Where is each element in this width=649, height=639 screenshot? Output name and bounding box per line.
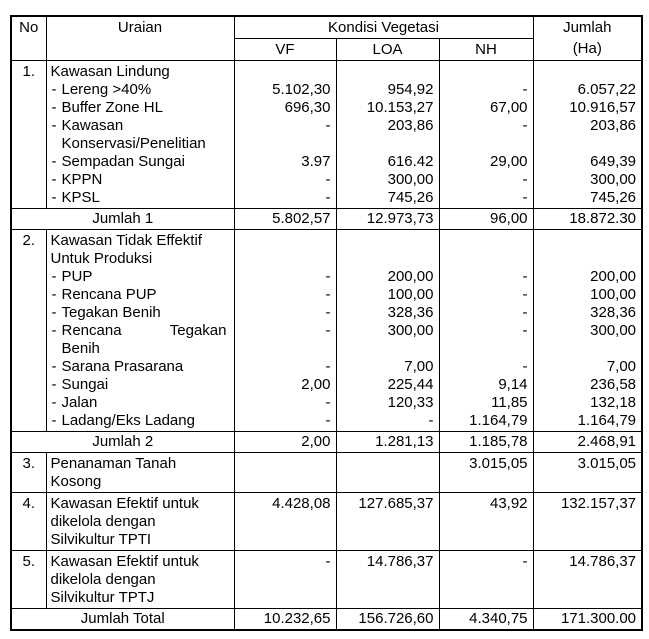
loa-cell — [336, 230, 439, 432]
col-header-vf: VF — [234, 39, 336, 61]
jumlah-value — [534, 531, 642, 549]
total-nh-value: 4.340,75 — [439, 609, 533, 631]
jumlah-value: 300,00 — [590, 171, 637, 188]
col-header-kondisi-vegetasi: Kondisi Vegetasi — [234, 16, 533, 39]
jumlah-value: 100,00 — [590, 286, 637, 303]
vf-value — [235, 513, 336, 531]
vf-value: - — [325, 304, 331, 321]
col-header-nh: NH — [439, 39, 533, 61]
uraian-line — [47, 189, 234, 207]
total-row-label: Jumlah Total — [11, 609, 234, 631]
dash-bullet: - — [51, 171, 57, 188]
loa-value — [337, 531, 439, 549]
header-row-1 — [11, 16, 642, 39]
uraian-line: Kawasan Lindung — [50, 63, 170, 80]
section-row — [11, 453, 642, 493]
uraian-line — [47, 268, 234, 286]
nh-value: 43,92 — [489, 495, 528, 512]
jumlah-value — [534, 135, 642, 153]
loa-value: 14.786,37 — [366, 553, 434, 570]
row-number: 3. — [11, 453, 46, 493]
uraian-line: Benih — [61, 340, 100, 357]
uraian-cell — [46, 61, 234, 209]
loa-value: 954,92 — [387, 81, 434, 98]
vf-cell — [234, 551, 336, 609]
uraian-line-text: Buffer Zone HL — [61, 99, 163, 116]
loa-value — [337, 63, 439, 81]
nh-value — [440, 531, 533, 549]
uraian-line-text: KPPN — [61, 171, 103, 188]
nh-value: - — [522, 304, 528, 321]
jumlah-value: 745,26 — [590, 189, 637, 206]
loa-cell — [336, 61, 439, 209]
nh-value: - — [522, 81, 528, 98]
total-row — [11, 209, 642, 230]
nh-cell — [439, 61, 533, 209]
table-header — [11, 16, 642, 61]
uraian-line: Silvikultur TPTI — [50, 531, 152, 548]
uraian-line — [47, 412, 234, 430]
loa-value: 745,26 — [387, 189, 434, 206]
jumlah-value: 3.015,05 — [577, 455, 637, 472]
uraian-line — [47, 117, 234, 135]
vf-value: - — [325, 322, 331, 339]
uraian-line: Kawasan Efektif untuk — [50, 553, 199, 570]
col-header-no: No — [11, 16, 46, 61]
nh-value: - — [522, 171, 528, 188]
dash-bullet: - — [51, 81, 57, 98]
total-row-label: Jumlah 2 — [11, 432, 234, 453]
loa-cell — [336, 493, 439, 551]
jumlah-value — [534, 250, 642, 268]
jumlah-cell — [533, 453, 642, 493]
jumlah-cell — [533, 230, 642, 432]
dash-bullet: - — [51, 412, 57, 429]
vf-value — [235, 250, 336, 268]
total-jumlah-value: 171.300.00 — [533, 609, 642, 631]
uraian-line — [47, 81, 234, 99]
vf-value: - — [325, 189, 331, 206]
vf-value: 2,00 — [301, 376, 331, 393]
vf-cell — [234, 61, 336, 209]
total-vf-value: 5.802,57 — [234, 209, 336, 230]
vf-value — [235, 531, 336, 549]
loa-value: 127.685,37 — [358, 495, 434, 512]
nh-value — [440, 232, 533, 250]
jumlah-value: 649,39 — [590, 153, 637, 170]
jumlah-value — [534, 473, 642, 491]
dash-bullet: - — [51, 268, 57, 285]
uraian-line-text: Sempadan Sungai — [61, 153, 185, 170]
nh-value: - — [522, 189, 528, 206]
uraian-cell — [46, 493, 234, 551]
loa-value: 328,36 — [387, 304, 434, 321]
jumlah-value — [534, 513, 642, 531]
vf-value — [235, 571, 336, 589]
row-number: 4. — [11, 493, 46, 551]
uraian-line: dikelola dengan — [50, 571, 156, 588]
jumlah-value — [534, 63, 642, 81]
uraian-cell — [46, 551, 234, 609]
dash-bullet: - — [51, 304, 57, 321]
jumlah-cell — [533, 493, 642, 551]
uraian-line-text: Tegakan — [169, 322, 227, 339]
jumlah-value: 132,18 — [590, 394, 637, 411]
loa-value: 225,44 — [387, 376, 434, 393]
loa-value: 203,86 — [387, 117, 434, 134]
loa-value: 300,00 — [387, 171, 434, 188]
vf-value — [235, 473, 336, 491]
vf-cell — [234, 493, 336, 551]
nh-value — [440, 250, 533, 268]
col-header-loa: LOA — [336, 39, 439, 61]
vf-value: 5.102,30 — [272, 81, 331, 98]
loa-value — [337, 571, 439, 589]
dash-bullet: - — [51, 153, 57, 170]
nh-value — [440, 63, 533, 81]
vf-value: 696,30 — [284, 99, 331, 116]
total-row — [11, 609, 642, 631]
vf-cell — [234, 453, 336, 493]
jumlah-value: 7,00 — [606, 358, 637, 375]
section-row — [11, 551, 642, 609]
total-nh-value: 1.185,78 — [439, 432, 533, 453]
jumlah-value — [534, 571, 642, 589]
uraian-line-text: Rencana — [61, 322, 122, 339]
total-nh-value: 96,00 — [439, 209, 533, 230]
uraian-line-text: Kawasan — [61, 117, 124, 134]
nh-value — [440, 571, 533, 589]
loa-value — [337, 455, 439, 473]
jumlah-value: 200,00 — [590, 268, 637, 285]
uraian-line — [47, 171, 234, 189]
row-number: 2. — [11, 230, 46, 432]
nh-value: - — [522, 358, 528, 375]
total-vf-value: 2,00 — [234, 432, 336, 453]
loa-cell — [336, 453, 439, 493]
jumlah-cell — [533, 61, 642, 209]
loa-value — [337, 589, 439, 607]
jumlah-header-line2: (Ha) — [572, 40, 602, 57]
uraian-cell — [46, 453, 234, 493]
uraian-line-text: PUP — [61, 268, 93, 285]
uraian-line: Penanaman Tanah — [50, 455, 177, 472]
jumlah-value — [534, 340, 642, 358]
vf-value — [235, 135, 336, 153]
vf-value: - — [325, 358, 331, 375]
uraian-line-text: Rencana PUP — [61, 286, 157, 303]
nh-value — [440, 473, 533, 491]
nh-value: - — [522, 117, 528, 134]
loa-value — [337, 250, 439, 268]
nh-value: 9,14 — [498, 376, 528, 393]
jumlah-value — [534, 589, 642, 607]
uraian-line — [47, 153, 234, 171]
total-row — [11, 432, 642, 453]
dash-bullet: - — [51, 117, 57, 134]
jumlah-value: 14.786,37 — [569, 553, 637, 570]
loa-value — [337, 135, 439, 153]
nh-cell — [439, 453, 533, 493]
jumlah-value: 1.164,79 — [577, 412, 637, 429]
vf-value: - — [325, 268, 331, 285]
vf-value: - — [325, 394, 331, 411]
total-loa-value: 1.281,13 — [336, 432, 439, 453]
jumlah-value: 10.916,57 — [569, 99, 637, 116]
col-header-uraian: Uraian — [46, 16, 234, 61]
vf-value: - — [325, 553, 331, 570]
nh-value: 1.164,79 — [469, 412, 528, 429]
total-jumlah-value: 2.468,91 — [533, 432, 642, 453]
dash-bullet: - — [51, 358, 57, 375]
vf-value: - — [325, 412, 331, 429]
nh-value — [440, 589, 533, 607]
section-row — [11, 230, 642, 432]
nh-value — [440, 135, 533, 153]
uraian-line — [47, 304, 234, 322]
nh-cell — [439, 551, 533, 609]
dash-bullet: - — [51, 394, 57, 411]
uraian-line: dikelola dengan — [50, 513, 156, 530]
loa-value: 120,33 — [387, 394, 434, 411]
loa-value: 10.153,27 — [366, 99, 434, 116]
section-row — [11, 61, 642, 209]
dash-bullet: - — [51, 99, 57, 116]
nh-value: - — [522, 322, 528, 339]
jumlah-value: 6.057,22 — [577, 81, 637, 98]
loa-value: 616.42 — [387, 153, 434, 170]
uraian-line — [47, 394, 234, 412]
uraian-line — [47, 358, 234, 376]
uraian-line: Kawasan Efektif untuk — [50, 495, 199, 512]
vf-value: 4.428,08 — [272, 495, 331, 512]
jumlah-header-line1: Jumlah — [563, 19, 612, 36]
nh-value: 29,00 — [489, 153, 528, 170]
uraian-line — [47, 99, 234, 117]
jumlah-value: 132.157,37 — [560, 495, 637, 512]
col-header-jumlah-ha — [533, 16, 642, 61]
uraian-line: Untuk Produksi — [50, 250, 153, 267]
jumlah-value: 203,86 — [590, 117, 637, 134]
nh-value: 11,85 — [491, 394, 528, 411]
nh-cell — [439, 493, 533, 551]
vf-value — [235, 589, 336, 607]
jumlah-value: 300,00 — [590, 322, 637, 339]
table-body — [11, 61, 642, 631]
row-number: 1. — [11, 61, 46, 209]
section-row — [11, 493, 642, 551]
uraian-line — [47, 286, 234, 304]
nh-value: - — [522, 553, 528, 570]
loa-value — [337, 513, 439, 531]
dash-bullet: - — [51, 286, 57, 303]
vf-value: - — [325, 117, 331, 134]
nh-value — [440, 340, 533, 358]
total-loa-value: 12.973,73 — [336, 209, 439, 230]
uraian-line-text: KPSL — [61, 189, 100, 206]
nh-value — [440, 513, 533, 531]
vf-value: - — [325, 286, 331, 303]
jumlah-value: 236,58 — [590, 376, 637, 393]
jumlah-cell — [533, 551, 642, 609]
dash-bullet: - — [51, 376, 57, 393]
uraian-line-text: Lereng >40% — [61, 81, 152, 98]
uraian-line-text: Sungai — [61, 376, 109, 393]
justified-text — [62, 322, 234, 340]
nh-value: 67,00 — [489, 99, 528, 116]
loa-value: - — [428, 412, 434, 429]
uraian-line-text: Ladang/Eks Ladang — [61, 412, 195, 429]
vf-value: 3.97 — [301, 153, 331, 170]
total-loa-value: 156.726,60 — [336, 609, 439, 631]
uraian-line — [47, 322, 234, 340]
vf-value — [235, 455, 336, 473]
nh-cell — [439, 230, 533, 432]
jumlah-value — [534, 232, 642, 250]
vf-cell — [234, 230, 336, 432]
uraian-line-text: Sarana Prasarana — [61, 358, 184, 375]
loa-value: 7,00 — [404, 358, 434, 375]
loa-value: 200,00 — [387, 268, 434, 285]
total-jumlah-value: 18.872.30 — [533, 209, 642, 230]
dash-bullet: - — [51, 189, 57, 206]
nh-value: - — [522, 286, 528, 303]
uraian-line-text: Tegakan Benih — [61, 304, 161, 321]
total-row-label: Jumlah 1 — [11, 209, 234, 230]
uraian-line-text: Jalan — [61, 394, 98, 411]
total-vf-value: 10.232,65 — [234, 609, 336, 631]
uraian-line: Kawasan Tidak Effektif — [50, 232, 202, 249]
vegetation-condition-table — [10, 15, 643, 631]
vf-value — [235, 340, 336, 358]
nh-value: 3.015,05 — [469, 455, 528, 472]
dash-bullet: - — [51, 322, 57, 339]
loa-cell — [336, 551, 439, 609]
uraian-line: Silvikultur TPTJ — [50, 589, 155, 606]
loa-value: 300,00 — [387, 322, 434, 339]
nh-value: - — [522, 268, 528, 285]
uraian-line — [47, 376, 234, 394]
vf-value — [235, 232, 336, 250]
uraian-cell — [46, 230, 234, 432]
vf-value: - — [325, 171, 331, 188]
jumlah-value: 328,36 — [590, 304, 637, 321]
loa-value: 100,00 — [387, 286, 434, 303]
loa-value — [337, 340, 439, 358]
vf-value — [235, 63, 336, 81]
uraian-line: Konservasi/Penelitian — [61, 135, 206, 152]
uraian-line: Kosong — [50, 473, 102, 490]
loa-value — [337, 232, 439, 250]
row-number: 5. — [11, 551, 46, 609]
loa-value — [337, 473, 439, 491]
